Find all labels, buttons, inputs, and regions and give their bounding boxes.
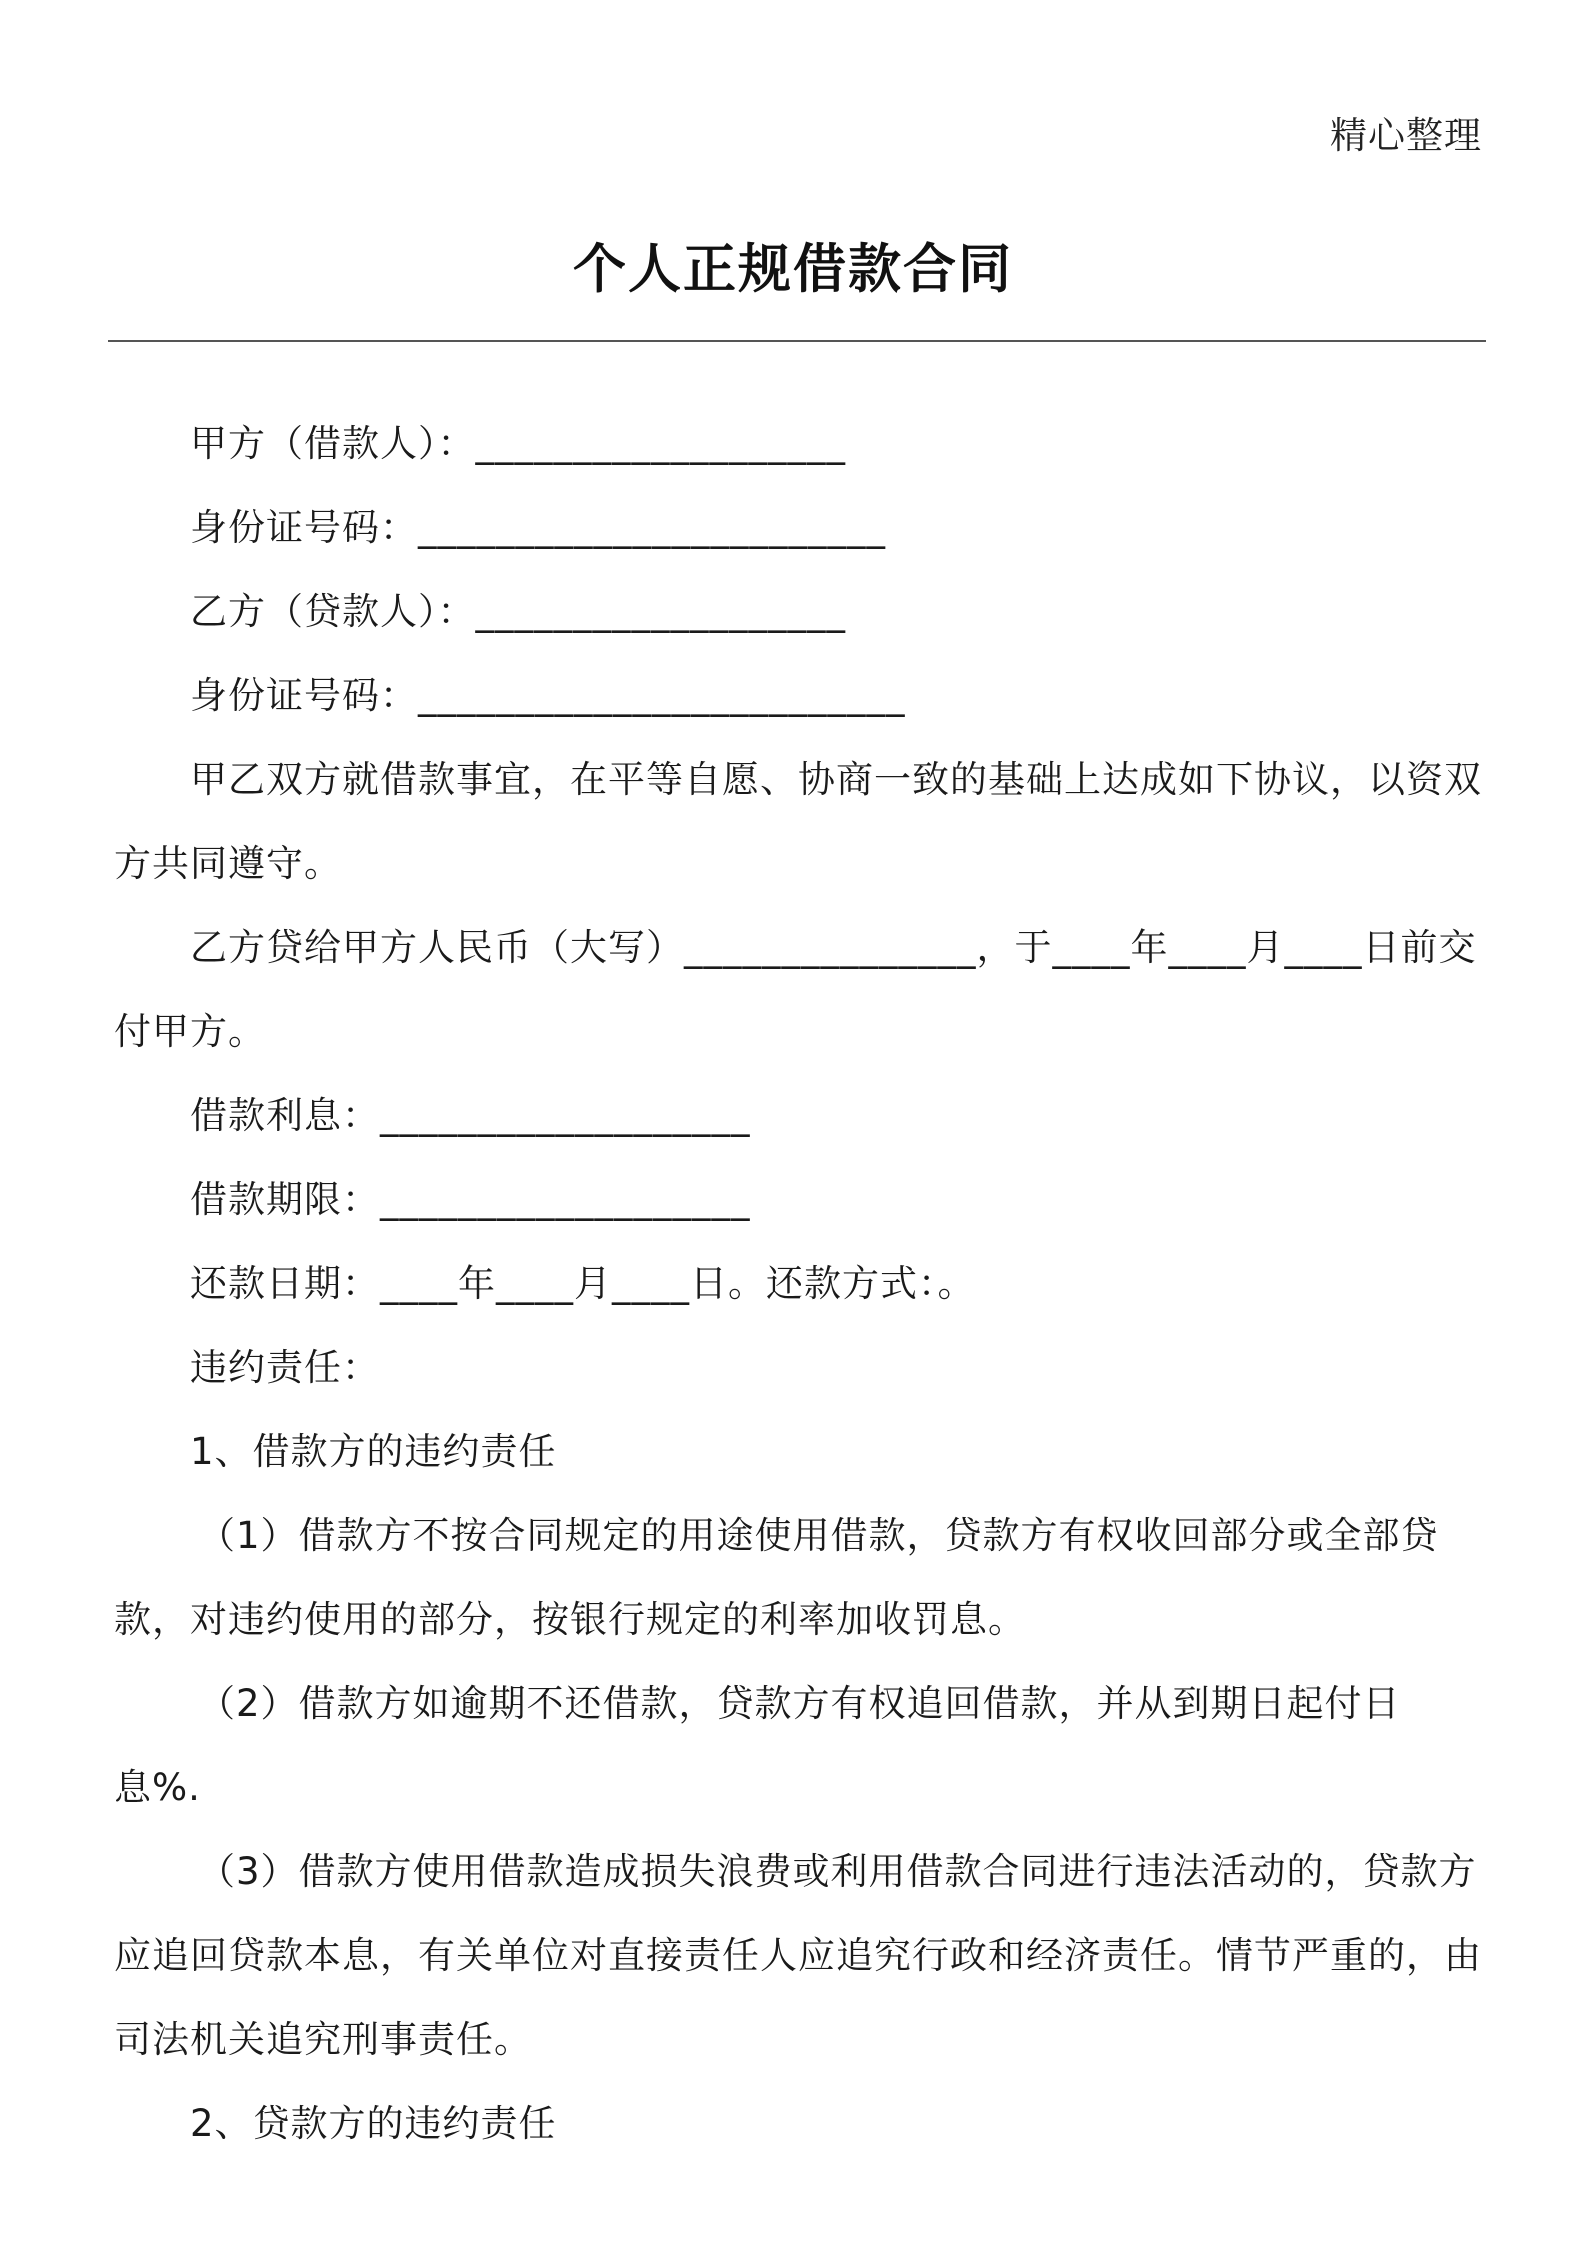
- page-title: 个人正规借款合同: [573, 239, 1013, 300]
- breach-liability-heading: 违约责任：: [190, 1346, 380, 1389]
- party-b-line: 乙方（贷款人）：___________________: [190, 590, 846, 633]
- party-b-id-line: 身份证号码：_________________________: [190, 674, 906, 717]
- party-a-id-line: 身份证号码：________________________: [190, 506, 886, 549]
- loan-term-line: 借款期限：___________________: [190, 1178, 751, 1221]
- borrower-clause-3: （3）借款方使用借款造成损失浪费或利用借款合同进行违法活动的，贷款方应追回贷款本息，有关单位对直接责任人应追究行政和经济责任。情节严重的，由司法机关追究刑事责任。: [114, 1850, 1482, 2061]
- contract-body: [114, 402, 1486, 2166]
- title-divider: [108, 340, 1486, 342]
- borrower-clause-1: （1）借款方不按合同规定的用途使用借款，贷款方有权收回部分或全部贷款，对违约使用的部分，按银行规定的利率加收罚息。: [114, 1514, 1439, 1641]
- loan-interest-line: 借款利息：___________________: [190, 1094, 751, 1137]
- loan-amount-paragraph: 乙方贷给甲方人民币（大写）_______________，于____年____月____日前交付甲方。: [114, 926, 1477, 1053]
- agreement-intro-paragraph: 甲乙双方就借款事宜，在平等自愿、协商一致的基础上达成如下协议，以资双方共同遵守。: [114, 758, 1482, 885]
- borrower-liability-heading: 1、借款方的违约责任: [190, 1430, 557, 1473]
- party-a-line: 甲方（借款人）：___________________: [190, 422, 846, 465]
- borrower-clause-2: （2）借款方如逾期不还借款，贷款方有权追回借款，并从到期日起付日息%.: [114, 1682, 1401, 1809]
- header-note: 精心整理: [1330, 114, 1482, 157]
- lender-liability-heading: 2、贷款方的违约责任: [190, 2102, 557, 2145]
- repayment-date-line: 还款日期：____年____月____日。还款方式：。: [190, 1262, 976, 1305]
